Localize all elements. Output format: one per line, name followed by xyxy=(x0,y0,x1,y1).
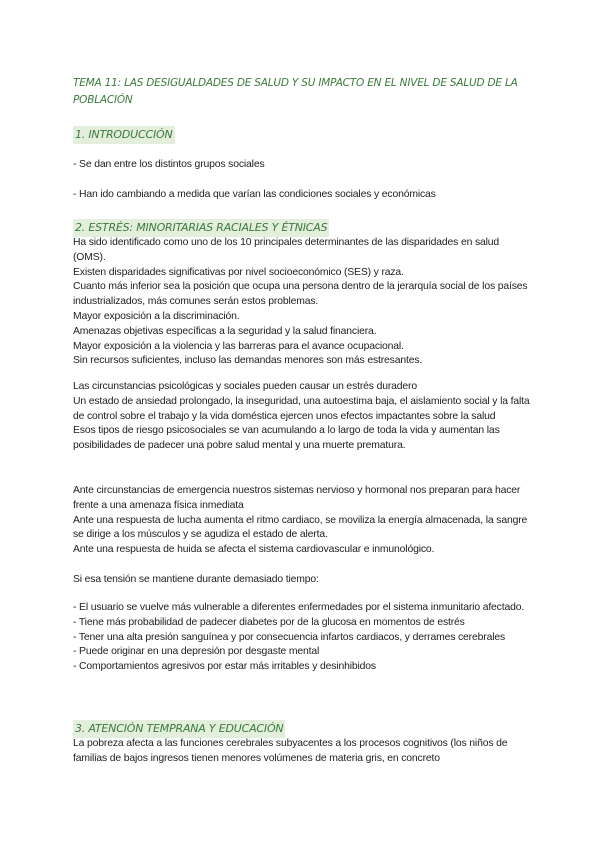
paragraph: La pobreza afecta a las funciones cerebrales subyacentes a los procesos cognitivos (los niños de familias de bajos ingresos tienen menores volúmenes de materia gris, en concreto xyxy=(73,738,508,764)
paragraph-group xyxy=(73,484,533,558)
paragraph-line: Las circunstancias psicológicas y sociales pueden causar un estrés duradero xyxy=(73,381,417,392)
list-item: - Comportamientos agresivos por estar más irritables y desinhibidos xyxy=(73,661,376,673)
paragraph-group xyxy=(73,236,533,369)
list-item: - Puede originar en una depresión por desgaste mental xyxy=(73,646,320,658)
paragraph: - Han ido cambiando a medida que varían las condiciones sociales y económicas xyxy=(73,189,436,200)
paragraph-line: Ante circunstancias de emergencia nuestros sistemas nervioso y hormonal nos preparan para hacer frente a una amenaza física inmediata xyxy=(73,485,521,511)
paragraph-line: Existen disparidades significativas por nivel socioeconómico (SES) y raza. xyxy=(73,266,404,278)
paragraph-line: Ha sido identificado como uno de los 10 principales determinantes de las disparidades en salud (OMS). xyxy=(73,237,500,263)
section-1-heading-wrap xyxy=(73,125,533,144)
bullet-list xyxy=(73,601,533,675)
list-item: - Tener una alta presión sanguínea y por consecuencia infartos cardiacos, y derrames cerebrales xyxy=(73,631,506,643)
paragraph-line: Amenazas objetivas específicas a la seguridad y la salud financiera. xyxy=(73,325,377,337)
document-title: TEMA 11: LAS DESIGUALDADES DE SALUD Y SU IMPACTO EN EL NIVEL DE SALUD DE LA POBLACIÓN xyxy=(73,77,518,106)
section-heading: 2. ESTRÉS: MINORITARIAS RACIALES Y ÉTNICAS xyxy=(73,219,329,237)
section-heading: 1. INTRODUCCIÓN xyxy=(73,126,175,144)
paragraph-line: Mayor exposición a la violencia y las barreras para el avance ocupacional. xyxy=(73,340,404,352)
section-3-heading-wrap xyxy=(73,719,533,738)
paragraph-line: Mayor exposición a la discriminación. xyxy=(73,310,240,322)
list-item: - El usuario se vuelve más vulnerable a diferentes enfermedades por el sistema inmunitario afectado. xyxy=(73,602,525,613)
paragraph-line: Sin recursos suficientes, incluso las demandas menores son más estresantes. xyxy=(73,355,423,367)
paragraph-line: Ante una respuesta de lucha aumenta el ritmo cardiaco, se moviliza la energía almacenada, la sangre se dirige a los músculos y se agudiza el estado de alerta. xyxy=(73,514,528,541)
paragraph-line: Un estado de ansiedad prolongado, la inseguridad, una autoestima baja, el aislamiento social y la falta de control sobre el trabajo y la vida doméstica ejercen unos efectos impactantes sobre la salud xyxy=(73,395,530,422)
paragraph-line: Cuanto más inferior sea la posición que ocupa una persona dentro de la jerarquía social de los países industrializados, más comunes serán estos problemas. xyxy=(73,281,528,308)
paragraph-line: Ante una respuesta de huida se afecta el sistema cardiovascular e inmunológico. xyxy=(73,544,435,556)
paragraph: Si esa tensión se mantiene durante demasiado tiempo: xyxy=(73,574,319,585)
paragraph: - Se dan entre los distintos grupos sociales xyxy=(73,159,265,170)
section-2-heading-wrap xyxy=(73,218,533,237)
paragraph-group xyxy=(73,380,533,454)
section-heading: 3. ATENCIÓN TEMPRANA Y EDUCACIÓN xyxy=(73,720,285,738)
paragraph-line: Esos tipos de riesgo psicosociales se van acumulando a lo largo de toda la vida y aumentan las posibilidades de padecer una pobre salud mental y una muerte prematura. xyxy=(73,425,500,452)
list-item: - Tiene más probabilidad de padecer diabetes por de la glucosa en momentos de estrés xyxy=(73,616,465,628)
